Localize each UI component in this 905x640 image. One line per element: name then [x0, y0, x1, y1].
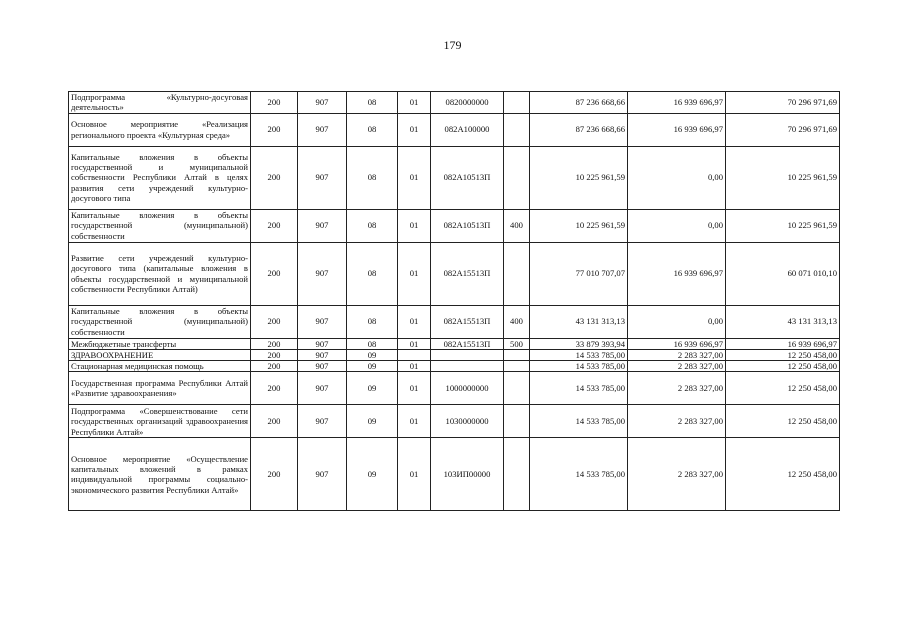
row-description: Подпрограмма «Совершенствование сети государственных организаций здравоохранения Республики Алтай» [69, 405, 251, 438]
subsection-code-cell: 01 [398, 92, 431, 114]
table-row [69, 349, 840, 360]
amount-total-cell: 43 131 313,13 [530, 305, 628, 338]
target-article-cell: 082A10513П [431, 146, 504, 209]
table-row [69, 338, 840, 349]
table-row [69, 146, 840, 209]
expense-type-cell: 400 [504, 209, 530, 242]
table-row [69, 372, 840, 405]
admin-code-cell: 200 [251, 242, 298, 305]
table-row [69, 92, 840, 114]
target-article-cell: 082A15513П [431, 242, 504, 305]
amount-regional-cell: 16 939 696,97 [726, 338, 840, 349]
expense-type-cell [504, 361, 530, 372]
amount-regional-cell: 60 071 010,10 [726, 242, 840, 305]
row-description: Капитальные вложения в объекты государственной (муниципальной) собственности [69, 305, 251, 338]
expense-type-cell: 500 [504, 338, 530, 349]
admin-code-cell: 200 [251, 438, 298, 511]
expense-type-cell [504, 405, 530, 438]
subsection-code-cell: 01 [398, 361, 431, 372]
grbs-code-cell: 907 [298, 92, 347, 114]
row-description: Развитие сети учреждений культурно-досугового типа (капитальные вложения в объекты государственной и муниципальной собственности Республики Алтай) [69, 242, 251, 305]
row-description: ЗДРАВООХРАНЕНИЕ [69, 349, 251, 360]
amount-total-cell: 10 225 961,59 [530, 209, 628, 242]
amount-regional-cell: 12 250 458,00 [726, 361, 840, 372]
admin-code-cell: 200 [251, 305, 298, 338]
expense-type-cell [504, 372, 530, 405]
grbs-code-cell: 907 [298, 338, 347, 349]
amount-total-cell: 87 236 668,66 [530, 113, 628, 146]
row-description: Капитальные вложения в объекты государственной (муниципальной) собственности [69, 209, 251, 242]
section-code-cell: 09 [347, 405, 398, 438]
section-code-cell: 08 [347, 242, 398, 305]
admin-code-cell: 200 [251, 405, 298, 438]
amount-regional-cell: 70 296 971,69 [726, 113, 840, 146]
amount-federal-cell: 16 939 696,97 [628, 338, 726, 349]
section-code-cell: 09 [347, 361, 398, 372]
subsection-code-cell: 01 [398, 209, 431, 242]
table-row [69, 209, 840, 242]
row-description: Основное мероприятие «Осуществление капитальных вложений в рамках индивидуальной программы социально-экономического развития Республики Алтай» [69, 438, 251, 511]
grbs-code-cell: 907 [298, 305, 347, 338]
amount-federal-cell: 0,00 [628, 146, 726, 209]
table-row [69, 405, 840, 438]
subsection-code-cell: 01 [398, 305, 431, 338]
target-article-cell: 082A15513П [431, 305, 504, 338]
amount-total-cell: 14 533 785,00 [530, 438, 628, 511]
row-description: Государственная программа Республики Алтай «Развитие здравоохранения» [69, 372, 251, 405]
section-code-cell: 08 [347, 209, 398, 242]
subsection-code-cell: 01 [398, 338, 431, 349]
amount-federal-cell: 2 283 327,00 [628, 405, 726, 438]
amount-regional-cell: 43 131 313,13 [726, 305, 840, 338]
subsection-code-cell: 01 [398, 438, 431, 511]
grbs-code-cell: 907 [298, 438, 347, 511]
grbs-code-cell: 907 [298, 372, 347, 405]
amount-federal-cell: 16 939 696,97 [628, 92, 726, 114]
subsection-code-cell: 01 [398, 113, 431, 146]
admin-code-cell: 200 [251, 349, 298, 360]
grbs-code-cell: 907 [298, 113, 347, 146]
grbs-code-cell: 907 [298, 146, 347, 209]
amount-total-cell: 14 533 785,00 [530, 405, 628, 438]
section-code-cell: 09 [347, 438, 398, 511]
amount-regional-cell: 10 225 961,59 [726, 209, 840, 242]
row-description: Межбюджетные трансферты [69, 338, 251, 349]
amount-total-cell: 87 236 668,66 [530, 92, 628, 114]
section-code-cell: 08 [347, 146, 398, 209]
admin-code-cell: 200 [251, 209, 298, 242]
amount-regional-cell: 70 296 971,69 [726, 92, 840, 114]
section-code-cell: 08 [347, 305, 398, 338]
grbs-code-cell: 907 [298, 209, 347, 242]
expense-type-cell [504, 92, 530, 114]
amount-regional-cell: 10 225 961,59 [726, 146, 840, 209]
target-article-cell: 103ИП00000 [431, 438, 504, 511]
amount-total-cell: 77 010 707,07 [530, 242, 628, 305]
table-row [69, 242, 840, 305]
amount-total-cell: 33 879 393,94 [530, 338, 628, 349]
target-article-cell: 082A10513П [431, 209, 504, 242]
budget-table [68, 91, 840, 511]
expense-type-cell [504, 438, 530, 511]
admin-code-cell: 200 [251, 92, 298, 114]
section-code-cell: 08 [347, 338, 398, 349]
subsection-code-cell: 01 [398, 242, 431, 305]
target-article-cell: 1000000000 [431, 372, 504, 405]
grbs-code-cell: 907 [298, 349, 347, 360]
amount-federal-cell: 0,00 [628, 209, 726, 242]
amount-federal-cell: 2 283 327,00 [628, 361, 726, 372]
amount-regional-cell: 12 250 458,00 [726, 405, 840, 438]
target-article-cell [431, 361, 504, 372]
expense-type-cell [504, 113, 530, 146]
target-article-cell: 082A100000 [431, 113, 504, 146]
amount-regional-cell: 12 250 458,00 [726, 349, 840, 360]
section-code-cell: 09 [347, 372, 398, 405]
expense-type-cell: 400 [504, 305, 530, 338]
expense-type-cell [504, 349, 530, 360]
grbs-code-cell: 907 [298, 242, 347, 305]
row-description: Стационарная медицинская помощь [69, 361, 251, 372]
admin-code-cell: 200 [251, 372, 298, 405]
admin-code-cell: 200 [251, 338, 298, 349]
admin-code-cell: 200 [251, 361, 298, 372]
amount-total-cell: 14 533 785,00 [530, 361, 628, 372]
row-description: Основное мероприятие «Реализация регионального проекта «Культурная среда» [69, 113, 251, 146]
amount-total-cell: 10 225 961,59 [530, 146, 628, 209]
target-article-cell: 0820000000 [431, 92, 504, 114]
amount-total-cell: 14 533 785,00 [530, 349, 628, 360]
table-row [69, 305, 840, 338]
table-row [69, 361, 840, 372]
section-code-cell: 08 [347, 113, 398, 146]
amount-federal-cell: 2 283 327,00 [628, 438, 726, 511]
target-article-cell: 1030000000 [431, 405, 504, 438]
grbs-code-cell: 907 [298, 361, 347, 372]
admin-code-cell: 200 [251, 146, 298, 209]
table-row [69, 438, 840, 511]
amount-federal-cell: 16 939 696,97 [628, 113, 726, 146]
amount-federal-cell: 2 283 327,00 [628, 349, 726, 360]
expense-type-cell [504, 242, 530, 305]
table-row [69, 113, 840, 146]
admin-code-cell: 200 [251, 113, 298, 146]
amount-federal-cell: 16 939 696,97 [628, 242, 726, 305]
subsection-code-cell [398, 349, 431, 360]
grbs-code-cell: 907 [298, 405, 347, 438]
amount-total-cell: 14 533 785,00 [530, 372, 628, 405]
row-description: Капитальные вложения в объекты государственной и муниципальной собственности Республики Алтай в целях развития сети учреждений культурно-досугового типа [69, 146, 251, 209]
page-number: 179 [443, 38, 462, 52]
subsection-code-cell: 01 [398, 405, 431, 438]
expense-type-cell [504, 146, 530, 209]
subsection-code-cell: 01 [398, 146, 431, 209]
section-code-cell: 09 [347, 349, 398, 360]
amount-regional-cell: 12 250 458,00 [726, 372, 840, 405]
section-code-cell: 08 [347, 92, 398, 114]
target-article-cell [431, 349, 504, 360]
amount-regional-cell: 12 250 458,00 [726, 438, 840, 511]
row-description: Подпрограмма «Культурно-досуговая деятельность» [69, 92, 251, 114]
subsection-code-cell: 01 [398, 372, 431, 405]
amount-federal-cell: 2 283 327,00 [628, 372, 726, 405]
amount-federal-cell: 0,00 [628, 305, 726, 338]
target-article-cell: 082A15513П [431, 338, 504, 349]
